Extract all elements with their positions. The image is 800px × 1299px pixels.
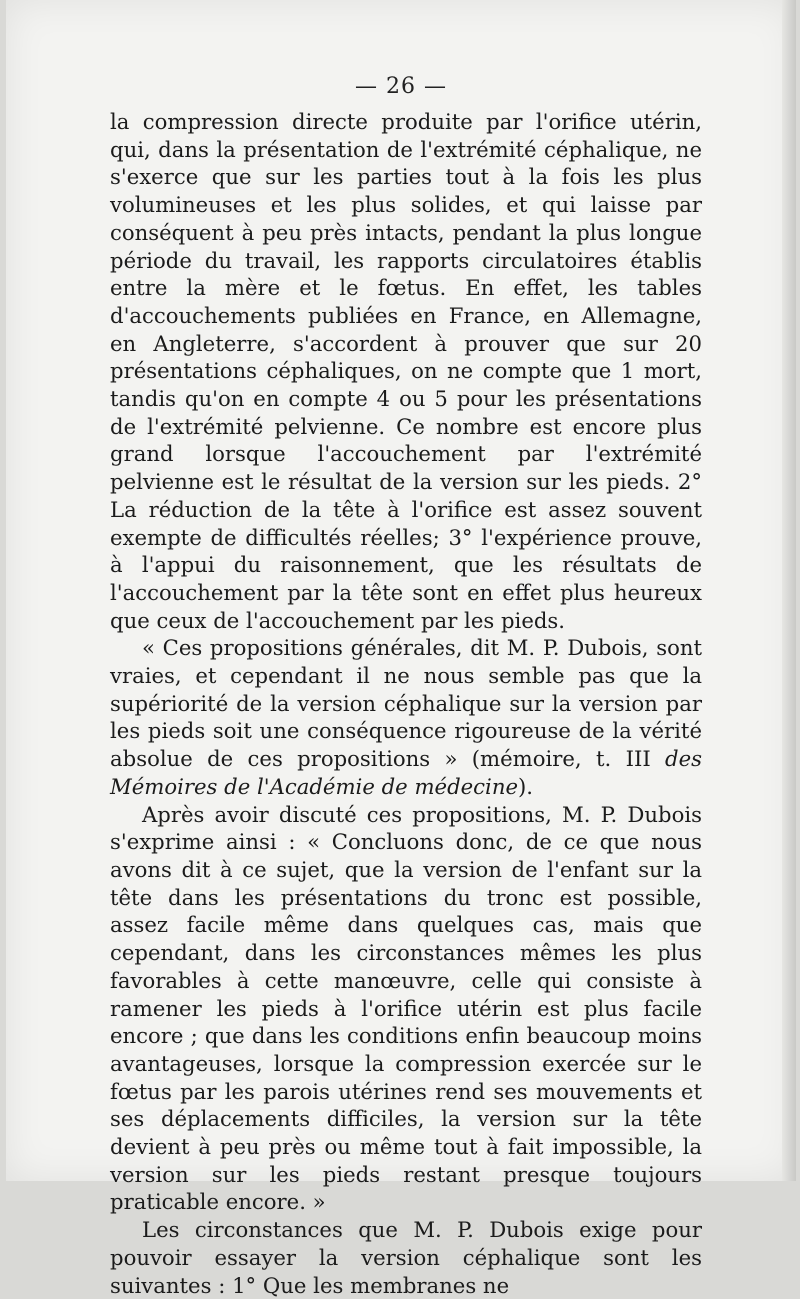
document-page bbox=[6, 0, 796, 1298]
paragraph-4: Les circonstances que M. P. Dubois exige pour pouvoir essayer la version céphalique sont les suivantes : 1° Que les membranes ne bbox=[110, 1217, 702, 1298]
page-number: — 26 — bbox=[355, 74, 447, 99]
paragraph-1: la compression directe produite par l'orifice utérin, qui, dans la présentation de l'extrémité céphalique, ne s'exerce que sur les parties tout à la fois les plus volumineuses et les plus solides, et qui laisse par conséquent à peu près intacts, pendant la plus longue période du travail, les rapports circulatoires établis entre la mère et le fœtus. En effet, les tables d'accouchements publiées en France, en Allemagne, en Angleterre, s'accordent à prouver que sur 20 présentations céphaliques, on ne compte que 1 mort, tandis qu'on en compte 4 ou 5 pour les présentations de l'extrémité pelvienne. Ce nombre est encore plus grand lorsque l'accouchement par l'extrémité pelvienne est le résultat de la version sur les pieds. 2° La réduction de la tête à l'orifice est assez souvent exempte de difficultés réelles; 3° l'expérience prouve, à l'appui du raisonnement, que les résultats de l'accouchement par la tête sont en effet plus heureux que ceux de l'accouchement par les pieds. bbox=[110, 109, 702, 633]
page-edge bbox=[782, 0, 796, 1181]
paragraph-2 bbox=[110, 634, 702, 800]
page-body bbox=[110, 108, 702, 1299]
paragraph-3: Après avoir discuté ces propositions, M. P. Dubois s'exprime ainsi : « Concluons donc, de ce que nous avons dit à ce sujet, que la version de l'enfant sur la tête dans les présentations du tronc est possible, assez facile même dans quelques cas, mais que cependant, dans les circonstances mêmes les plus favorables à cette manœuvre, celle qui consiste à ramener les pieds à l'orifice utérin est plus facile encore ; que dans les conditions enfin beaucoup moins avantageuses, lorsque la compression exercée sur le fœtus par les parois utérines rend ses mouvements et ses déplacements difficiles, la version sur la tête devient à peu près ou même tout à fait impossible, la version sur les pieds restant presque toujours praticable encore. » bbox=[110, 801, 702, 1215]
paragraph-2-text: « Ces propositions générales, dit M. P. Dubois, sont vraies, et cependant il ne nous semble pas que la supériorité de la version céphalique sur la version par les pieds soit une conséquence rigoureuse de la vérité absolue de ces propositions » (mémoire, t. III bbox=[110, 635, 702, 772]
paragraph-2-citation: des Mémoires de l'Académie de médecine bbox=[110, 746, 702, 799]
paragraph-2-tail: ). bbox=[518, 773, 534, 799]
